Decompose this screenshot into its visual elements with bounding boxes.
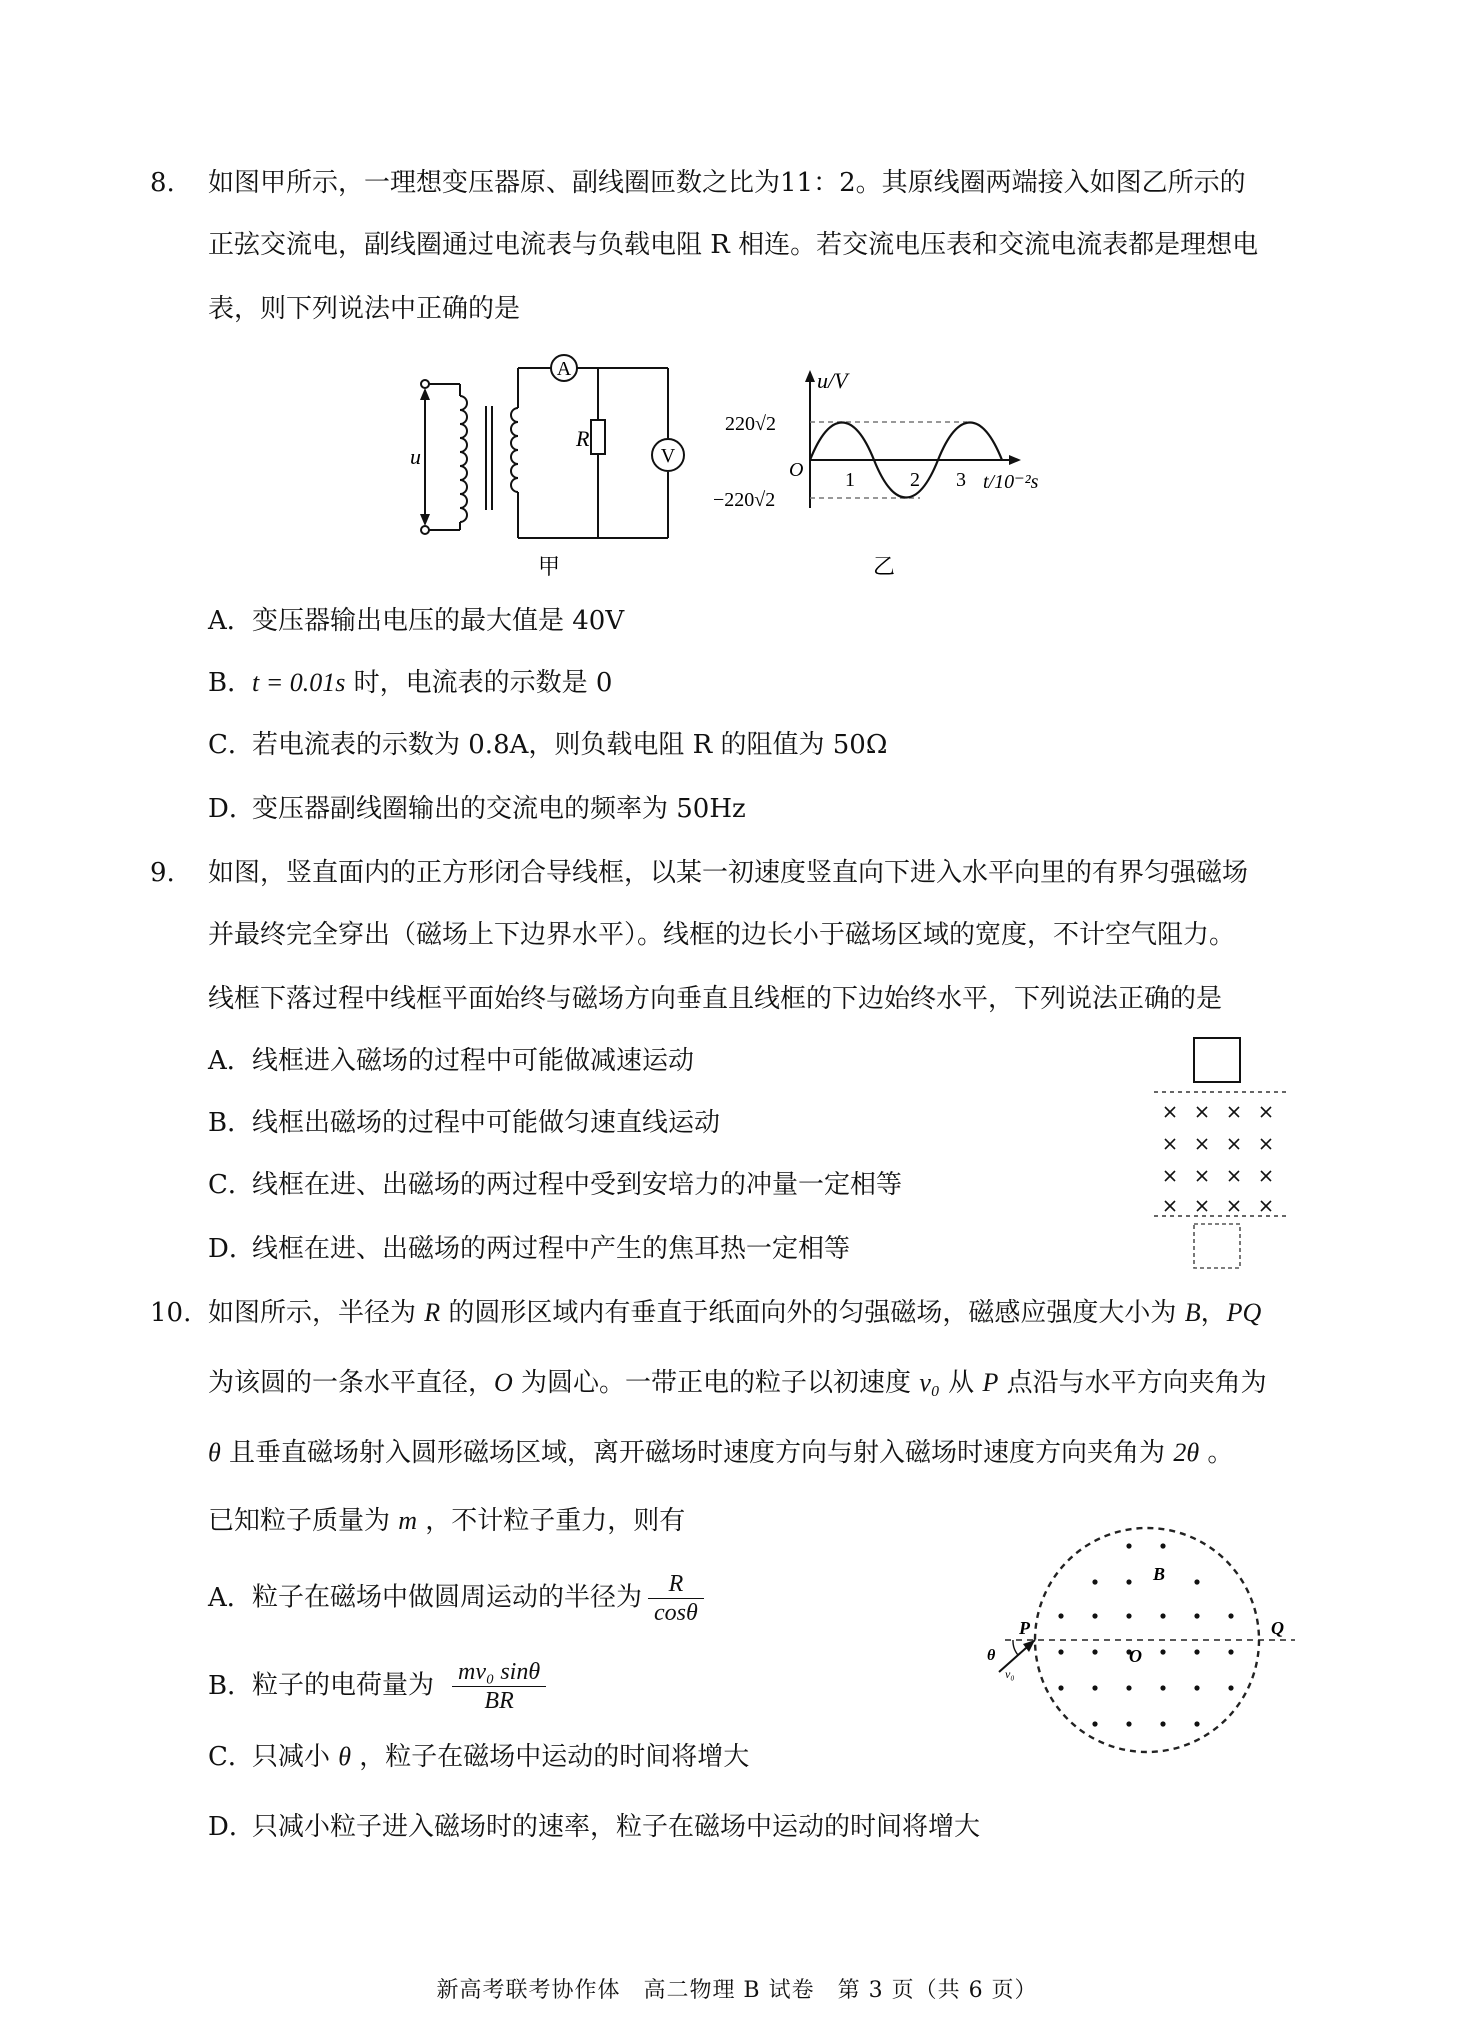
dot-mark: [1126, 1543, 1131, 1548]
dot-mark: [1228, 1613, 1233, 1618]
dot-mark: [1194, 1613, 1199, 1618]
q10-text-line-3: θ 且垂直磁场射入圆形磁场区域，离开磁场时速度方向与射入磁场时速度方向夹角为 2θ 。: [208, 1438, 1234, 1468]
dot-mark: [1092, 1613, 1097, 1618]
q9-number: 9.: [150, 858, 175, 888]
theta-label: θ: [987, 1647, 996, 1664]
dot-mark: [1058, 1649, 1063, 1654]
q8-text-line-3: 表，则下列说法中正确的是: [208, 294, 521, 324]
dot-mark: [1194, 1649, 1199, 1654]
radius-fraction: $\frac{R}{\cos\theta}$: [648, 1570, 704, 1627]
q9-text-line-1: 如图，竖直面内的正方形闭合导线框，以某一初速度竖直向下进入水平向里的有界匀强磁场: [208, 858, 1249, 888]
q9-option-c[interactable]: C．线框在进、出磁场的两过程中受到安培力的冲量一定相等: [208, 1170, 903, 1200]
dot-mark: [1092, 1721, 1097, 1726]
q8-option-b[interactable]: B．t = 0.01s 时，电流表的示数是 0: [208, 668, 613, 698]
field-b-label: B: [1153, 1564, 1166, 1584]
origin-label: O: [789, 459, 804, 481]
y-axis-label: u/V: [817, 368, 848, 393]
q8-text-line-1: 如图甲所示，一理想变压器原、副线圈匝数之比为11：2。其原线圈两端接入如图乙所示的: [208, 168, 1246, 198]
dot-mark: [1160, 1649, 1165, 1654]
dot-mark: [1160, 1685, 1165, 1690]
dot-mark: [1194, 1685, 1199, 1690]
dot-mark: [1228, 1685, 1233, 1690]
q10-option-d[interactable]: D．只减小粒子进入磁场时的速率，粒子在磁场中运动的时间将增大: [208, 1812, 981, 1842]
x-tick-2: 2: [910, 469, 920, 491]
q10-option-c[interactable]: C．只减小 θ ，粒子在磁场中运动的时间将增大: [208, 1742, 750, 1772]
voltmeter-label: V: [660, 445, 676, 467]
q10-text-line-1: 如图所示，半径为 R 的圆形区域内有垂直于纸面向外的匀强磁场，磁感应强度大小为 B，PQ: [208, 1298, 1262, 1328]
q9-text-line-2: 并最终完全穿出（磁场上下边界水平）。线框的边长小于磁场区域的宽度，不计空气阻力。: [208, 920, 1236, 950]
dot-mark: [1126, 1613, 1131, 1618]
circular-field-figure: [985, 1512, 1315, 1772]
dot-mark: [1126, 1721, 1131, 1726]
peak-negative-label: −220√2: [713, 489, 776, 511]
v0-label: v₀: [1005, 1667, 1015, 1681]
wire-frame-top: [1194, 1038, 1240, 1082]
ammeter-label: A: [556, 358, 572, 380]
figure-jia-caption: 甲: [538, 554, 561, 579]
q8-number: 8.: [150, 168, 175, 198]
q8-option-c[interactable]: C．若电流表的示数为 0.8A，则负载电阻 R 的阻值为 50Ω: [208, 730, 888, 760]
field-out-of-page-dots: [1058, 1543, 1233, 1726]
dot-mark: [1160, 1543, 1165, 1548]
point-p-label: P: [1019, 1618, 1030, 1638]
q9-text-line-3: 线框下落过程中线框平面始终与磁场方向垂直且线框的下边始终水平，下列说法正确的是: [208, 984, 1223, 1014]
magnetic-field-region-figure: [1150, 1030, 1300, 1270]
q9-option-d[interactable]: D．线框在进、出磁场的两过程中产生的焦耳热一定相等: [208, 1234, 851, 1264]
wire-frame-bottom-dashed: [1194, 1224, 1240, 1268]
dot-mark: [1194, 1579, 1199, 1584]
input-voltage-label: u: [410, 444, 421, 469]
transformer-circuit-figure: [400, 348, 700, 588]
dot-mark: [1058, 1685, 1063, 1690]
point-q-label: Q: [1271, 1618, 1284, 1638]
dot-mark: [1194, 1721, 1199, 1726]
q10-number: 10.: [150, 1298, 192, 1328]
q8-text-line-2: 正弦交流电，副线圈通过电流表与负载电阻 R 相连。若交流电压表和交流电流表都是理想电: [208, 230, 1259, 260]
dot-mark: [1092, 1649, 1097, 1654]
peak-positive-label: 220√2: [725, 413, 776, 435]
resistor-label: R: [576, 426, 590, 451]
center-o-label: O: [1129, 1646, 1142, 1666]
q8-option-a[interactable]: A．变压器输出电压的最大值是 40V: [208, 606, 625, 636]
x-axis-label: t/10⁻²s: [983, 471, 1039, 493]
dot-mark: [1160, 1721, 1165, 1726]
x-tick-3: 3: [956, 469, 966, 491]
dot-mark: [1092, 1579, 1097, 1584]
dot-mark: [1058, 1613, 1063, 1618]
charge-fraction: $\frac{\text{mv₀ sinθ}}{BR}$: [452, 1658, 546, 1715]
q10-option-b[interactable]: B．粒子的电荷量为 $\frac{\text{mv₀ sinθ}}{BR}$: [208, 1658, 546, 1715]
field-into-page-crosses: [1165, 1107, 1271, 1211]
dot-mark: [1228, 1649, 1233, 1654]
figure-yi-caption: 乙: [873, 554, 896, 579]
x-tick-1: 1: [845, 469, 855, 491]
dot-mark: [1160, 1613, 1165, 1618]
dot-mark: [1092, 1685, 1097, 1690]
q10-text-line-4: 已知粒子质量为 m ，不计粒子重力，则有: [208, 1506, 686, 1536]
q8-option-d[interactable]: D．变压器副线圈输出的交流电的频率为 50Hz: [208, 794, 746, 824]
dot-mark: [1126, 1685, 1131, 1690]
q10-text-line-2: 为该圆的一条水平直径，O 为圆心。一带正电的粒子以初速度 v₀ 从 P 点沿与水平方向夹角为: [208, 1368, 1267, 1398]
q10-option-a[interactable]: A．粒子在磁场中做圆周运动的半径为 $\frac{R}{\cos\theta}$: [208, 1570, 704, 1627]
voltage-waveform-figure: [705, 348, 1065, 588]
q9-option-a[interactable]: A．线框进入磁场的过程中可能做减速运动: [208, 1046, 695, 1076]
q9-option-b[interactable]: B．线框出磁场的过程中可能做匀速直线运动: [208, 1108, 721, 1138]
page-footer: 新高考联考协作体 高二物理 B 试卷 第 3 页（共 6 页）: [436, 1978, 1038, 2003]
dot-mark: [1126, 1579, 1131, 1584]
